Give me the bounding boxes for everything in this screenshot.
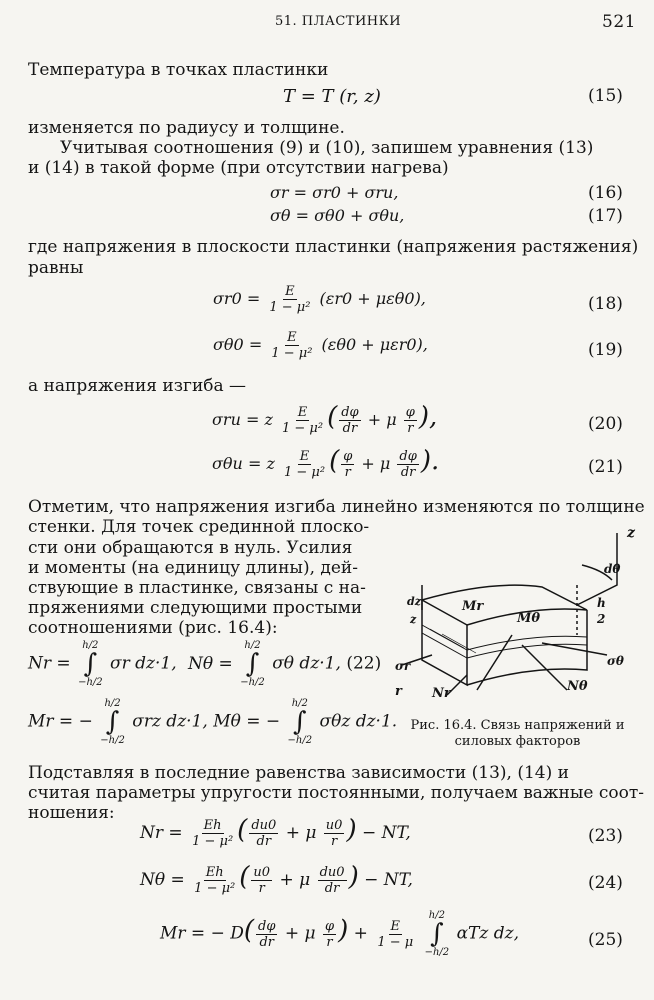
fraction-numerator: dφ: [341, 405, 359, 420]
integral-sign: ∫: [105, 707, 120, 737]
integrand: αTz dz,: [456, 923, 519, 944]
fraction-denominator: 1 − μ²: [281, 421, 324, 436]
equation-number: (21): [588, 457, 623, 477]
eq-operator: +: [353, 923, 368, 944]
text-line: Учитывая соотношения (9) и (10), запишем уравнения (13): [60, 138, 594, 158]
figure-caption: [395, 718, 640, 750]
equation-15: T = T (r, z): [283, 86, 381, 107]
fraction: [282, 449, 327, 480]
fraction-denominator: r: [344, 465, 351, 480]
running-header: 51. ПЛАСТИНКИ: [275, 14, 402, 29]
text-line: Температура в точках пластинки: [28, 60, 329, 80]
fraction-numerator: E: [287, 330, 297, 345]
integral: [100, 698, 125, 746]
text-line: и (14) в такой форме (при отсутствии нагрева): [28, 158, 449, 178]
fraction-numerator: du0: [319, 865, 345, 880]
text-line: стенки. Для точек срединной плоско-: [28, 517, 370, 537]
eq-operator: + μ: [367, 410, 397, 429]
fraction: [280, 405, 325, 436]
caption-line: Рис. 16.4. Связь напряжений и: [410, 718, 625, 733]
equation-number: (16): [588, 183, 623, 203]
integral-sign: ∫: [245, 649, 260, 679]
integrand: σθ dz·1,: [272, 653, 341, 674]
fraction-denominator: 1 − μ: [377, 934, 414, 950]
fraction: [249, 818, 278, 849]
integral: [240, 640, 265, 688]
eq-operator: + μ: [279, 870, 311, 890]
integrand: σθz dz·1.: [319, 711, 398, 732]
text-line: Подставляя в последние равенства зависимости (13), (14) и: [28, 763, 569, 783]
text-line: пряжениями следующими простыми: [28, 598, 363, 618]
integral-sign: ∫: [83, 649, 98, 679]
fraction-numerator: E: [285, 284, 295, 299]
equation-number: (24): [588, 873, 623, 893]
fraction-denominator: dr: [400, 465, 416, 480]
fraction-numerator: u0: [325, 818, 343, 833]
equation-25: [160, 910, 519, 958]
fraction: [323, 919, 336, 950]
paren: ),: [418, 402, 438, 432]
eq-lhs: Nr =: [140, 823, 183, 843]
paren: (: [239, 862, 250, 892]
text-line: Отметим, что напряжения изгиба линейно изменяются по толщине: [28, 497, 645, 517]
integral-upper: h/2: [82, 640, 99, 651]
label-sigma-theta: σθ: [607, 654, 624, 668]
equation-number: (20): [588, 414, 623, 434]
label-ntheta: Nθ: [567, 679, 588, 694]
fraction: [341, 449, 354, 480]
fraction: [375, 919, 415, 950]
text-line: сти они обращаются в нуль. Усилия: [28, 538, 353, 558]
label-z: z: [627, 525, 635, 541]
fraction-denominator: dr: [342, 421, 358, 436]
text-line: и моменты (на единицу длины), дей-: [28, 558, 359, 578]
text-line: соотношениями (рис. 16.4):: [28, 618, 278, 638]
equation-number: (15): [588, 86, 623, 106]
text-line: где напряжения в плоскости пластинки (напряжения растяжения): [28, 237, 639, 257]
label-dtheta: dθ: [604, 562, 621, 576]
paren: ).: [420, 446, 440, 476]
fraction-denominator: dr: [259, 934, 275, 950]
paren: (: [243, 915, 255, 946]
equation-number: (17): [588, 206, 623, 226]
fraction-numerator: φ: [405, 405, 415, 420]
fraction-denominator: r: [331, 834, 338, 849]
caption-line: силовых факторов: [454, 734, 581, 749]
fraction: [404, 405, 417, 436]
eq-operator: + μ: [284, 923, 316, 944]
text-line: ствующие в пластинке, связаны с на-: [28, 578, 366, 598]
text-line: а напряжения изгиба —: [28, 376, 247, 396]
eq-lhs: Nθ =: [140, 870, 185, 890]
fraction: [256, 919, 277, 950]
fraction-denominator: r: [407, 421, 414, 436]
equation-number: (22): [346, 653, 382, 674]
label-mr: Mr: [462, 599, 484, 614]
fraction-numerator: dφ: [258, 918, 276, 934]
eq-rhs: (εθ0 + μεr0),: [321, 335, 428, 354]
label-h: h: [597, 596, 606, 610]
label-two: 2: [597, 612, 606, 626]
eq-lhs: Mr = − D: [160, 923, 244, 944]
fraction-numerator: Eh: [205, 865, 224, 880]
eq-lhs: σθ0 =: [213, 335, 263, 354]
fraction: [269, 330, 314, 361]
label-r: r: [395, 684, 402, 699]
integral-upper: h/2: [428, 910, 445, 921]
equation-23: [140, 815, 411, 849]
fraction-denominator: dr: [324, 881, 340, 896]
fraction: [251, 865, 272, 896]
fraction: [339, 405, 360, 436]
integral-lower: −h/2: [240, 677, 265, 688]
integral-sign: ∫: [293, 707, 307, 737]
equation-18: [213, 284, 426, 315]
paren: ): [346, 815, 357, 845]
eq-lhs: σr0 =: [213, 289, 261, 308]
integral-sign: ∫: [430, 919, 444, 949]
fraction-denominator: 1 − μ²: [269, 300, 311, 315]
eq-operator: + μ: [361, 454, 391, 473]
equation-number: (19): [588, 340, 623, 360]
text-line: изменяется по радиусу и толщине.: [28, 118, 345, 138]
equation-17: σθ = σθ0 + σθu,: [270, 206, 405, 225]
fraction-denominator: 1 − μ²: [194, 881, 236, 896]
text-line: равны: [28, 258, 84, 278]
fraction-numerator: φ: [324, 918, 335, 934]
eq-lhs: σru = z: [212, 410, 273, 429]
figure-16-4: [392, 525, 642, 715]
equation-number: (25): [588, 930, 623, 950]
eq-tail: − NT,: [364, 870, 413, 890]
equation-19: [213, 330, 428, 361]
eq-lhs: Mθ = −: [213, 711, 281, 732]
integral-lower: −h/2: [424, 947, 450, 958]
fraction-denominator: 1 − μ²: [283, 465, 326, 480]
equation-22: [28, 640, 381, 688]
text-line: считая параметры упругости постоянными, получаем важные соот-: [28, 783, 645, 803]
paren: ): [348, 862, 359, 892]
fraction: [192, 865, 237, 896]
fraction-numerator: E: [390, 918, 400, 934]
integral-lower: −h/2: [78, 677, 103, 688]
equation-24: [140, 862, 413, 896]
equation-20: [212, 402, 437, 436]
fraction-denominator: dr: [256, 834, 272, 849]
equation-16: σr = σr0 + σru,: [270, 183, 399, 202]
integral: [78, 640, 103, 688]
fraction: [397, 449, 418, 480]
fraction-numerator: E: [299, 449, 310, 464]
eq-lhs: Nr =: [28, 653, 71, 674]
integrand: σrz dz·1,: [132, 711, 208, 732]
fraction-denominator: 1 − μ²: [271, 346, 313, 361]
equation-22-moments: [28, 698, 397, 746]
integral-lower: −h/2: [100, 735, 125, 746]
fraction-denominator: r: [326, 934, 333, 950]
fraction-numerator: E: [297, 405, 308, 420]
text-line: ношения:: [28, 803, 115, 823]
label-z-small: z: [410, 613, 417, 626]
integral-upper: h/2: [104, 698, 121, 709]
integral: [288, 698, 313, 746]
eq-lhs: Nθ =: [188, 653, 233, 674]
paren: (: [329, 446, 340, 476]
fraction-numerator: dφ: [399, 449, 417, 464]
fraction: [324, 818, 345, 849]
label-mtheta: Mθ: [517, 611, 541, 626]
page-number: 521: [602, 12, 636, 32]
equation-number: (18): [588, 294, 623, 314]
fraction: [190, 818, 235, 849]
fraction: [267, 284, 312, 315]
paren: ): [338, 915, 349, 946]
block-top-face: [422, 585, 587, 625]
fraction-numerator: Eh: [203, 818, 222, 833]
eq-lhs: σθu = z: [212, 454, 275, 473]
integrand: σr dz·1,: [110, 653, 177, 674]
eq-operator: + μ: [285, 823, 317, 843]
equation-number: (23): [588, 826, 623, 846]
equation-21: [212, 446, 439, 480]
paren: (: [237, 815, 248, 845]
label-sigma-r: σr: [395, 659, 411, 673]
fraction-denominator: r: [258, 881, 265, 896]
fraction-denominator: 1 − μ²: [192, 834, 234, 849]
label-dz: dz: [407, 595, 421, 608]
integral-lower: −h/2: [287, 735, 313, 746]
fraction: [318, 865, 347, 896]
integral-upper: h/2: [244, 640, 261, 651]
paren: (: [327, 402, 338, 432]
eq-lhs: Mr = −: [28, 711, 93, 732]
fraction-numerator: du0: [251, 818, 277, 833]
fraction-numerator: φ: [343, 449, 353, 464]
integral: [425, 910, 450, 958]
ntheta-arrow: [522, 645, 567, 690]
eq-rhs: (εr0 + μεθ0),: [319, 289, 426, 308]
label-nr: Nr: [432, 686, 451, 701]
fraction-numerator: u0: [253, 865, 271, 880]
integral-upper: h/2: [291, 698, 308, 709]
eq-tail: − NT,: [362, 823, 411, 843]
